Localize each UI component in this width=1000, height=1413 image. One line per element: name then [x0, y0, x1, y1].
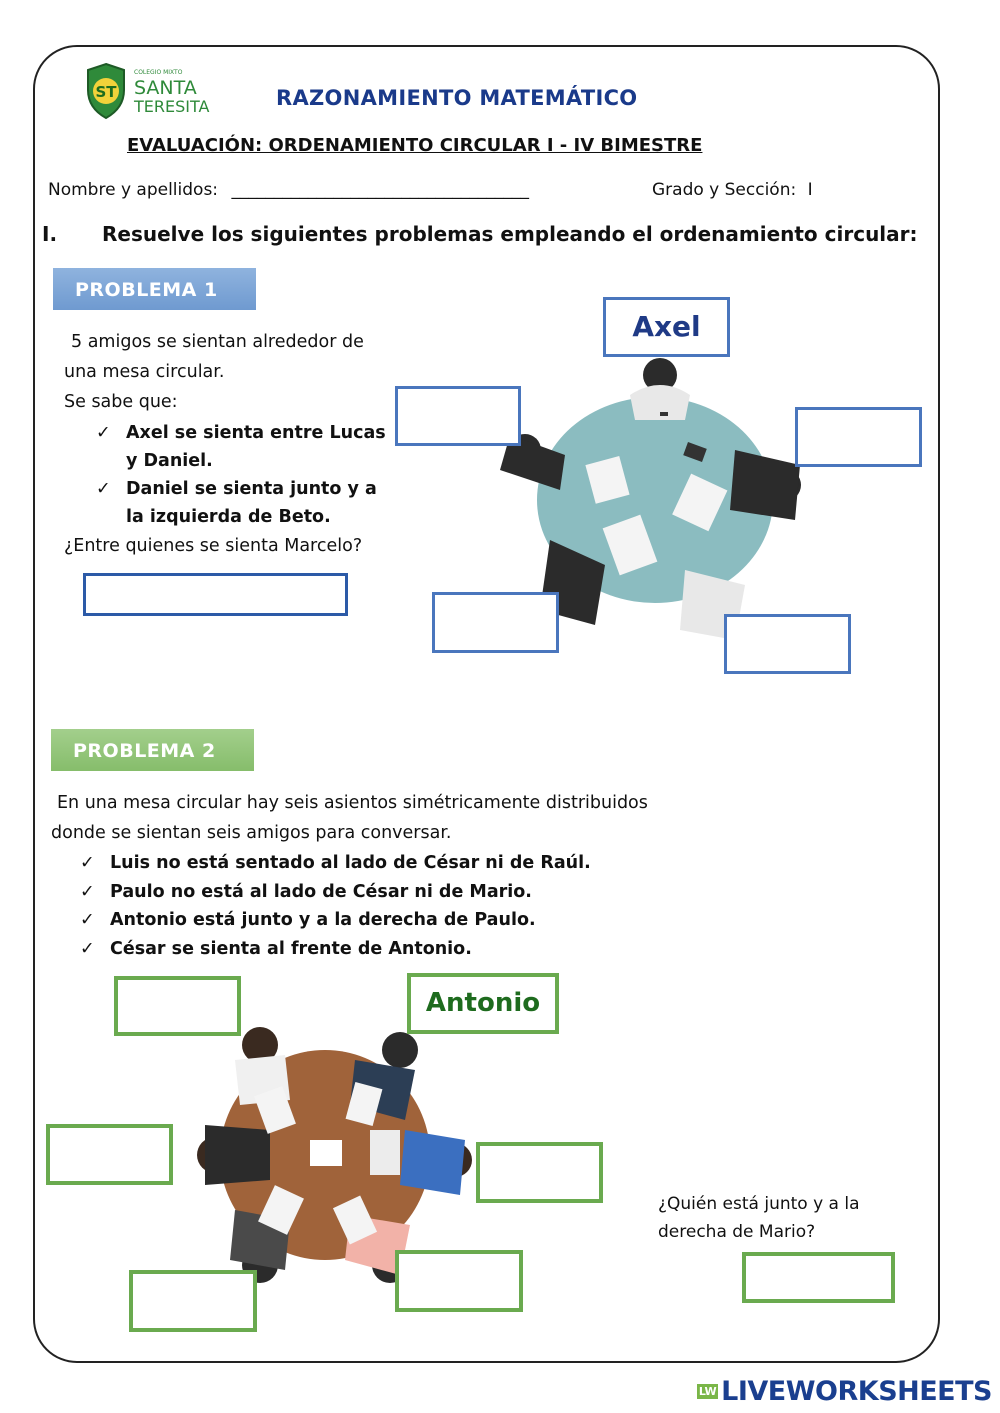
check-icon: ✓ [80, 910, 95, 930]
seat-bottom-right-box[interactable] [395, 1250, 523, 1312]
seat-right-box[interactable] [795, 407, 922, 467]
instruction-text: Resuelve los siguientes problemas empleando el ordenamiento circular: [102, 222, 918, 246]
seat-bottom-right-box[interactable] [724, 614, 851, 674]
clue-item [80, 849, 710, 878]
instruction-number: I. [42, 222, 58, 246]
problem1-intro-line1: 5 amigos se sientan alrededor de [71, 332, 364, 352]
name-label: Nombre y apellidos: [48, 180, 219, 200]
svg-text:TERESITA: TERESITA [134, 97, 210, 116]
problem1-banner: PROBLEMA 1 [53, 268, 256, 310]
clue1-line2: y Daniel. [126, 451, 213, 471]
clue-text: César se sienta al frente de Antonio. [110, 938, 472, 959]
problem2-intro-line1: En una mesa circular hay seis asientos simétricamente distribuidos [57, 793, 648, 813]
check-icon: ✓ [96, 479, 111, 499]
clue-item [80, 906, 710, 935]
problem1-intro-line2: una mesa circular. [64, 362, 225, 382]
problem1-answer-box[interactable] [83, 573, 348, 616]
clue-text: Paulo no está al lado de César ni de Mario. [110, 881, 532, 902]
problem2-banner: PROBLEMA 2 [51, 729, 254, 771]
grade-row [652, 180, 813, 200]
liveworksheets-logo [697, 1376, 992, 1407]
seat-left-box[interactable] [46, 1124, 173, 1185]
problem2-text [51, 788, 751, 848]
problem1-text [64, 327, 394, 417]
clue-text: Luis no está sentado al lado de César ni de Raúl. [110, 853, 591, 873]
check-icon: ✓ [80, 938, 95, 959]
svg-text:SANTA: SANTA [134, 77, 197, 99]
problem2-clues [80, 849, 710, 963]
question-line1 [658, 1190, 900, 1218]
clue2-line2: la izquierda de Beto. [126, 507, 331, 527]
problem1-intro-line3: Se sabe que: [64, 392, 178, 412]
seat-bottom-left-box[interactable] [129, 1270, 257, 1332]
name-row [48, 180, 529, 200]
seat-axel-box: Axel [603, 297, 730, 357]
seat-top-left-box[interactable] [114, 976, 241, 1036]
clue-item [96, 475, 396, 531]
problem2-answer-box[interactable] [742, 1252, 895, 1303]
problem2-intro-line2: donde se sientan seis amigos para conversar. [51, 823, 452, 843]
page-title: RAZONAMIENTO MATEMÁTICO [276, 86, 638, 110]
clue-text: Antonio está junto y a la derecha de Paulo. [110, 910, 536, 930]
clue2-line1: Daniel se sienta junto y a [126, 479, 377, 499]
school-logo [86, 60, 226, 122]
brand-mark-icon: LW [698, 1385, 717, 1398]
problem1-question: ¿Entre quienes se sienta Marcelo? [64, 536, 363, 556]
check-icon: ✓ [80, 881, 95, 902]
clue1-line1: Axel se sienta entre Lucas [126, 423, 386, 443]
problem2-question [658, 1190, 900, 1246]
clue-item [96, 419, 396, 475]
seat-right-box[interactable] [476, 1142, 603, 1203]
svg-text:COLEGIO MIXTO: COLEGIO MIXTO [134, 69, 183, 76]
grade-value: I [807, 180, 813, 200]
brand-name: LIVEWORKSHEETS [721, 1376, 992, 1407]
svg-text:ST: ST [95, 83, 117, 101]
problem1-clues [96, 419, 396, 531]
question-line1-text: ¿Quién está junto y a la [658, 1194, 860, 1214]
question-line2: derecha de Mario? [658, 1222, 816, 1242]
grade-label: Grado y Sección: [652, 180, 797, 200]
seat-antonio-box: Antonio [407, 973, 559, 1034]
seat-bottom-left-box[interactable] [432, 592, 559, 653]
instruction [42, 222, 918, 246]
evaluation-title: EVALUACIÓN: ORDENAMIENTO CIRCULAR I - IV BIMESTRE [127, 135, 703, 156]
clue-item [80, 878, 710, 907]
check-icon: ✓ [96, 423, 111, 443]
name-line[interactable]: ___________________________________ [231, 180, 529, 200]
check-icon: ✓ [80, 853, 95, 873]
seat-left-box[interactable] [395, 386, 521, 446]
clue-item [80, 935, 710, 964]
